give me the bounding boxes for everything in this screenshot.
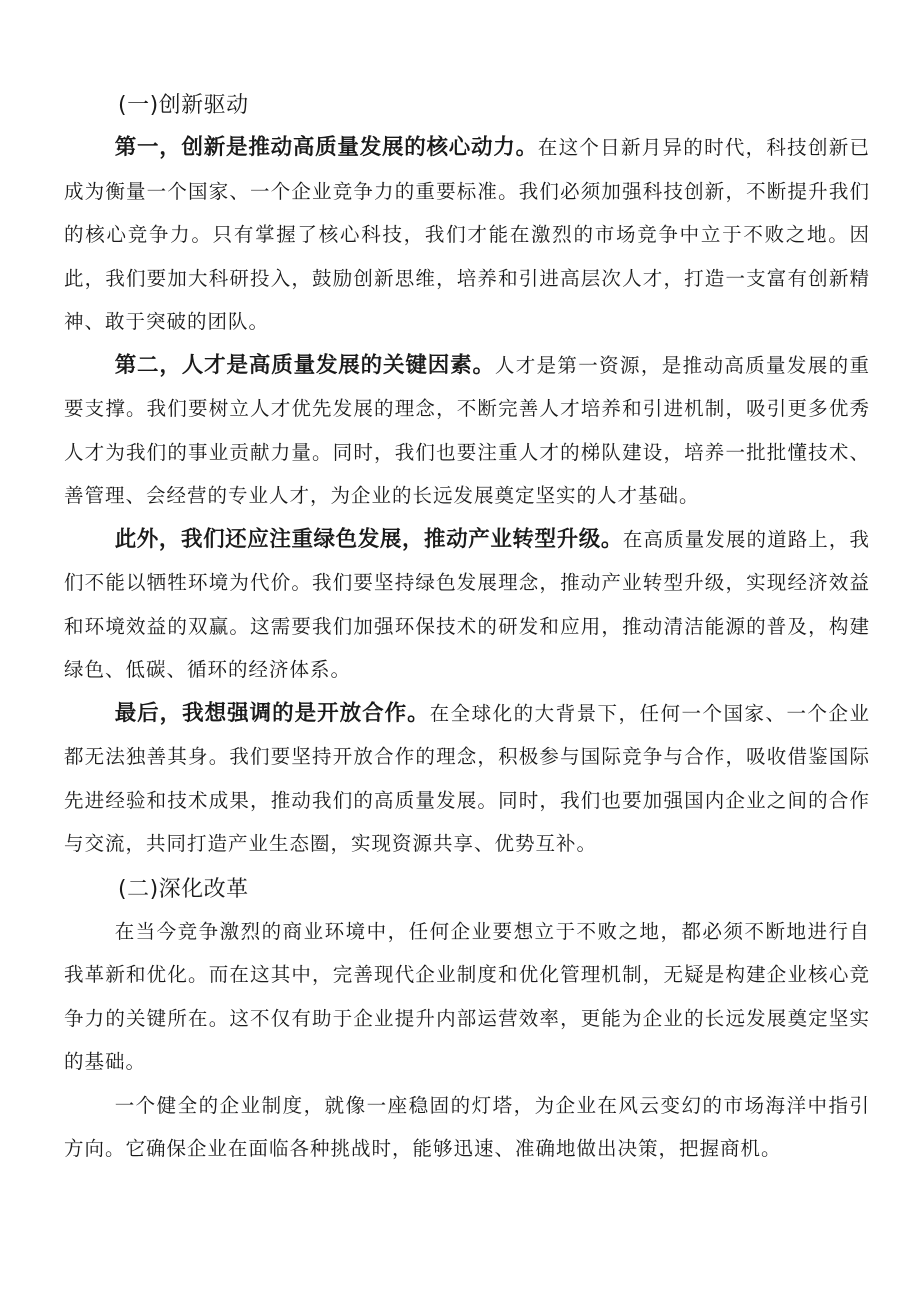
paragraph-open-cooperation bbox=[64, 692, 870, 866]
paragraph-lead: 最后，我想强调的是开放合作。 bbox=[114, 700, 430, 726]
paragraph-talent bbox=[64, 344, 870, 518]
paragraph-body: 在这个日新月异的时代，科技创新已成为衡量一个国家、一个企业竞争力的重要标准。我们必须加强科技创新，不断提升我们的核心竞争力。只有掌握了核心科技，我们才能在激烈的市场竞争中立于不败之地。因此，我们要加大科研投入，鼓励创新思维，培养和引进高层次人才，打造一支富有创新精神、敢于突破的团队。 bbox=[64, 136, 870, 333]
paragraph-innovation bbox=[64, 126, 870, 344]
paragraph-body: 在全球化的大背景下，任何一个国家、一个企业都无法独善其身。我们要坚持开放合作的理念，积极参与国际竞争与合作，吸收借鉴国际先进经验和技术成果，推动我们的高质量发展。同时，我们也要加强国内企业之间的合作与交流，共同打造产业生态圈，实现资源共享、优势互补。 bbox=[64, 701, 870, 855]
paragraph-reform-intro: 在当今竞争激烈的商业环境中，任何企业要想立于不败之地，都必须不断地进行自我革新和优化。而在这其中，完善现代企业制度和优化管理机制，无疑是构建企业核心竞争力的关键所在。这不仅有助于企业提升内部运营效率，更能为企业的长远发展奠定坚实的基础。 bbox=[64, 919, 870, 1073]
paragraph-lead: 第一，创新是推动高质量发展的核心动力。 bbox=[114, 135, 538, 160]
document-page bbox=[64, 86, 870, 1171]
paragraph-lead: 此外，我们还应注重绿色发展，推动产业转型升级。 bbox=[114, 526, 623, 552]
paragraph-enterprise-system: 一个健全的企业制度，就像一座稳固的灯塔，为企业在风云变幻的市场海洋中指引方向。它确保企业在面临各种挑战时，能够迅速、准确地做出决策，把握商机。 bbox=[64, 1093, 870, 1160]
section-heading-reform: (二)深化改革 bbox=[118, 876, 249, 902]
paragraph-body: 人才是第一资源，是推动高质量发展的重要支撑。我们要树立人才优先发展的理念，不断完善人才培养和引进机制，吸引更多优秀人才为我们的事业贡献力量。同时，我们也要注重人才的梯队建设，培养一批批懂技术、善管理、会经营的专业人才，为企业的长远发展奠定坚实的人才基础。 bbox=[64, 353, 870, 507]
paragraph-lead: 第二，人才是高质量发展的关键因素。 bbox=[114, 352, 495, 378]
section-heading-innovation: (一)创新驱动 bbox=[118, 93, 249, 118]
paragraph-green-development bbox=[64, 518, 870, 692]
paragraph-body: 在高质量发展的道路上，我们不能以牺牲环境为代价。我们要坚持绿色发展理念，推动产业转型升级，实现经济效益和环境效益的双赢。这需要我们加强环保技术的研发和应用，推动清洁能源的普及，构建绿色、低碳、循环的经济体系。 bbox=[64, 527, 870, 681]
